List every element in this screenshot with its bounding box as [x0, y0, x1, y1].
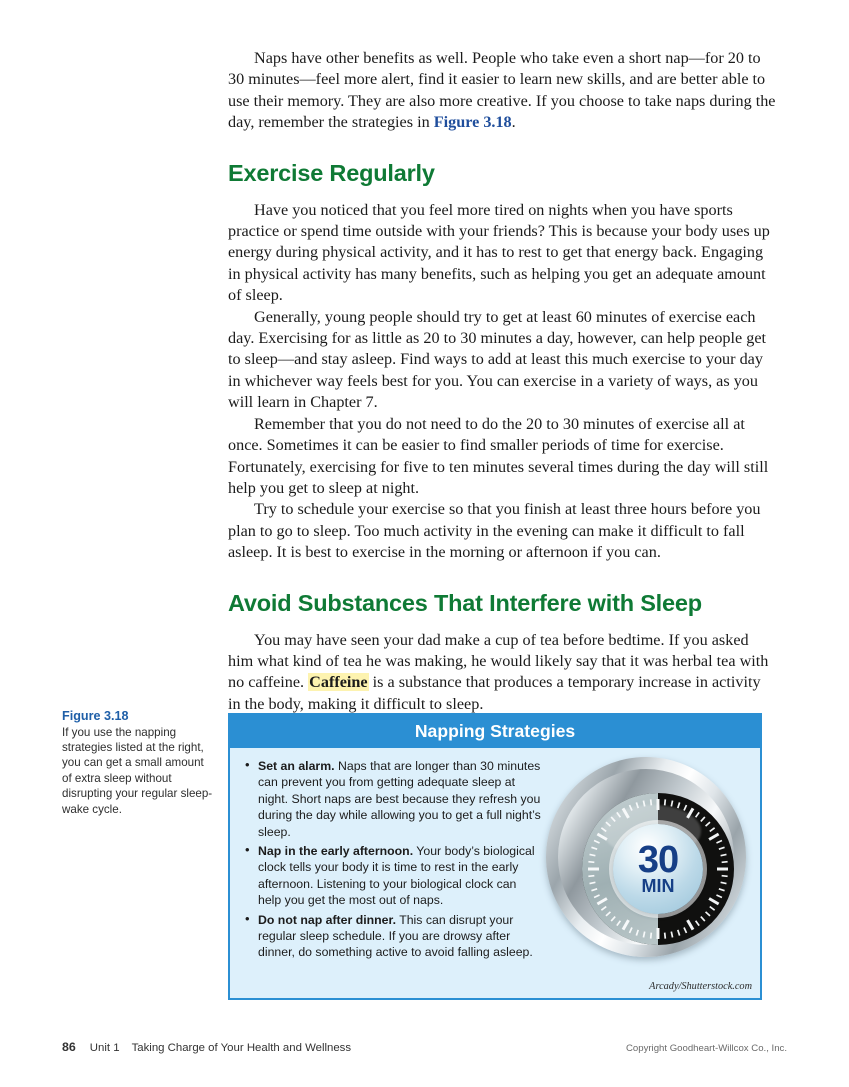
timer-center-dial [613, 824, 703, 914]
paragraph-tired-nights: Have you noticed that you feel more tired on nights when you have sports practice or spend time outside with your friends? This is because your body uses up energy during physical activity, and it has to rest to get that energy back. Engaging in physical activity has many benefits, such as helping you get an adequate amount of sleep. [228, 200, 770, 305]
timer-unit-label: MIN [641, 875, 675, 896]
footer-unit-title: Taking Charge of Your Health and Wellness [131, 1042, 352, 1054]
page-footer [62, 1040, 787, 1054]
spacer [228, 134, 776, 160]
paragraph-caffeine [228, 630, 776, 716]
glossary-term-caffeine: Caffeine [309, 673, 368, 692]
strategy-text: Your body’s biological clock tells your body it is time to rest in the early afternoon. Listening to your biological clock can help you get the most out of naps. [258, 844, 535, 908]
caffeine-intro-text: You may have seen your dad make a cup of tea before bedtime. If you asked him what kind of tea he was making, he would likely say that it was herbal tea with no caffeine. [228, 630, 769, 692]
footer-copyright: Copyright Goodheart-Willcox Co., Inc. [625, 1043, 787, 1054]
timer-inner-ring [558, 769, 734, 945]
paragraph-sixty-minutes: Generally, young people should try to get at least 60 minutes of exercise each day. Exercising for as little as 20 to 30 minutes a day, however, can help people get to sleep—and stay asleep. Find ways to add at least this much exercise to your day in whichever way feels best for you. You can exercise in a variety of ways, as you will learn in Chapter 7. [228, 307, 767, 412]
strategy-term: Do not nap after dinner. [258, 912, 397, 927]
spacer [228, 187, 776, 200]
figure-box-body [230, 748, 760, 998]
figure-box-header [230, 715, 760, 748]
footer-unit: Unit 1 [89, 1042, 120, 1054]
napping-strategies-list [238, 758, 541, 964]
page-number: 86 [62, 1040, 76, 1054]
spacer [228, 617, 776, 630]
strategy-text: This can disrupt your regular sleep schedule. If you are drowsy after dinner, do something active to avoid falling asleep. [258, 912, 533, 960]
list-item [258, 758, 541, 840]
list-item [258, 843, 541, 909]
strategy-term: Nap in the early afternoon. [258, 844, 414, 859]
figure-reference-period: . [511, 113, 516, 132]
paragraph-naps-benefits [228, 48, 776, 134]
figure-caption-label: Figure 3.18 [62, 709, 129, 723]
caffeine-definition-text: is a substance that produces a temporary increase in activity in the body, making it difficult to sleep. [228, 673, 761, 713]
strategy-term: Set an alarm. [258, 759, 335, 773]
section-heading-exercise: Exercise Regularly [228, 159, 435, 186]
figure-box [228, 713, 762, 1000]
timer-illustration [539, 754, 754, 972]
spacer [228, 564, 776, 590]
main-text-column [228, 48, 776, 715]
image-credit: Arcady/Shutterstock.com [649, 981, 752, 992]
figure-caption-text: If you use the napping strategies listed at the right, you can get a small amount of extra sleep without disrupting your regular sleep-wake cycle. [62, 725, 213, 816]
paragraph-text: Naps have other benefits as well. People who take even a short nap—for 20 to 30 minutes—feel more alert, find it easier to learn new skills, and are better able to use their memory. They are also more creative. If you choose to take naps during the day, remember the strategies in [228, 49, 776, 132]
list-item [258, 912, 541, 961]
strategy-text: Naps that are longer than 30 minutes can prevent you from getting adequate sleep at night. Short naps are best because they refresh you during the day while allowing you to get a full night’s sleep. [258, 759, 541, 839]
figure-box-title: Napping Strategies [414, 721, 576, 741]
figure-caption [62, 708, 214, 817]
timer-number: 30 [637, 838, 679, 881]
paragraph-not-all-at-once: Remember that you do not need to do the 20 to 30 minutes of exercise all at once. Sometimes it can be easier to find smaller periods of time for exercise. Fortunately, exercising for five to ten minutes several times during the day will still help you get to sleep at night. [228, 414, 769, 497]
figure-reference-link[interactable]: Figure 3.18 [433, 113, 512, 132]
section-heading-avoid-substances: Avoid Substances That Interfere with Sleep [228, 589, 702, 616]
timer-outer-ring [546, 757, 746, 957]
paragraph-schedule-exercise: Try to schedule your exercise so that you finish at least three hours before you plan to go to sleep. Too much activity in the evening can make it difficult to fall asleep. It is best to exercise in the morning or afternoon if you can. [228, 500, 761, 562]
